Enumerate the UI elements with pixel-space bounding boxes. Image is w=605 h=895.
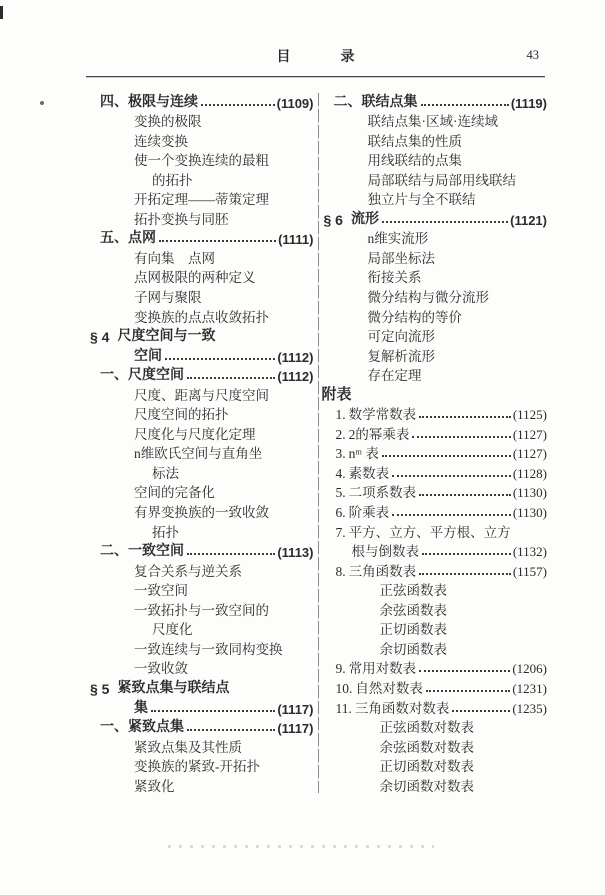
toc-entry	[88, 150, 314, 170]
page-number: 43	[526, 48, 539, 62]
dot-leader	[151, 710, 275, 712]
entry-text: 变换族的点点收敛拓扑	[134, 309, 269, 325]
entry-text: nᵐ 表	[348, 446, 379, 462]
entry-label: § 4	[90, 329, 110, 346]
toc-entry	[88, 228, 314, 248]
column-divider	[318, 93, 319, 793]
toc-entry	[322, 619, 548, 639]
entry-text: 一致收敛	[134, 661, 188, 677]
entry-text: 集	[134, 698, 148, 715]
entry-text: 微分结构的等价	[367, 309, 462, 325]
entry-text: 正切函数表	[379, 622, 447, 638]
entry-text: 复合关系与逆关系	[134, 563, 242, 579]
entry-text: 开拓定理——蒂策定理	[134, 192, 269, 208]
entry-page: (1112)	[277, 369, 314, 385]
entry-label: § 5	[90, 680, 110, 697]
entry-text: 余弦函数表	[379, 602, 447, 618]
toc-entry	[88, 404, 314, 424]
toc-entry	[88, 326, 314, 346]
entry-text: 一、尺度空间	[100, 366, 184, 383]
scan-speck-dot	[40, 101, 44, 105]
dot-leader	[165, 358, 275, 360]
header-rule	[86, 76, 545, 77]
entry-label: 11.	[335, 700, 352, 716]
toc-entry	[88, 208, 314, 228]
dot-leader	[392, 514, 511, 516]
toc-entry	[322, 736, 548, 756]
entry-page: (1117)	[277, 701, 314, 717]
toc-entry	[322, 677, 548, 697]
toc-entry	[322, 169, 548, 189]
entry-page: (1130)	[512, 485, 547, 501]
toc-entry	[322, 775, 548, 795]
toc-entry	[88, 697, 314, 717]
toc-entry	[322, 443, 548, 463]
entry-text: 正弦函数表	[379, 583, 447, 599]
entry-text: n维实流形	[367, 231, 429, 247]
entry-label: § 6	[323, 211, 343, 228]
toc-entry	[322, 521, 548, 541]
entry-text: 一、紧致点集	[100, 718, 184, 735]
toc-entry	[88, 91, 314, 111]
entry-text: 子网与聚限	[134, 290, 202, 306]
toc-entry	[322, 228, 548, 248]
entry-text: 正弦函数对数表	[379, 720, 474, 736]
dot-leader	[382, 455, 511, 457]
entry-text: 变换的极限	[134, 114, 202, 130]
toc-entry	[322, 658, 548, 678]
entry-text: 余切函数对数表	[379, 778, 474, 794]
entry-page: (1111)	[278, 232, 314, 248]
entry-text: 数学常数表	[348, 407, 417, 423]
entry-text: 根与倒数表	[351, 544, 419, 560]
entry-page: (1127)	[512, 446, 547, 462]
dot-leader	[392, 475, 511, 477]
dot-leader	[419, 494, 511, 496]
dot-leader	[159, 240, 276, 242]
entry-text: 存在定理	[367, 368, 422, 384]
toc-entry	[88, 599, 314, 619]
entry-text: 平方、立方、平方根、立方	[348, 524, 511, 540]
page-title: 目 录	[276, 50, 373, 65]
entry-page: (1119)	[510, 95, 547, 111]
toc-entry	[322, 599, 548, 619]
dot-leader	[412, 436, 510, 438]
entry-text: 拓扑	[152, 524, 179, 540]
entry-text: 联结点集的性质	[367, 133, 462, 149]
toc-entry	[322, 404, 548, 424]
entry-text: 衔接关系	[367, 270, 422, 286]
toc-entry	[88, 169, 314, 189]
toc-entry	[88, 560, 314, 580]
entry-text: 自然对数表	[355, 680, 423, 696]
dot-leader	[187, 377, 275, 379]
entry-text: 连续变换	[134, 133, 188, 149]
dot-leader	[426, 690, 510, 692]
entry-text: 一致空间	[134, 583, 188, 599]
toc-entry	[322, 130, 548, 150]
entry-text: 紧致化	[134, 778, 175, 794]
entry-text: 联结点集·区域·连续域	[367, 114, 498, 130]
toc-entry	[322, 717, 548, 737]
entry-text: 一致连续与一致同构变换	[134, 641, 283, 657]
toc-entry	[88, 247, 314, 267]
toc-entry	[88, 306, 314, 326]
entry-text: 三角函数表	[348, 563, 417, 579]
entry-text: 余弦函数对数表	[379, 739, 474, 755]
entry-text: 流形	[350, 209, 379, 226]
toc-entry	[322, 247, 548, 267]
toc-entry	[88, 717, 314, 737]
entry-text: 标法	[152, 465, 179, 481]
toc-entry	[322, 697, 548, 717]
toc-entry	[88, 521, 314, 541]
entry-page: (1157)	[512, 563, 547, 579]
entry-label: 8.	[335, 563, 346, 579]
entry-text: 紧致点集及其性质	[134, 739, 242, 755]
entry-page: (1235)	[512, 700, 547, 716]
entry-text: 尺度、距离与尺度空间	[134, 387, 269, 403]
entry-page: (1109)	[276, 95, 314, 111]
entry-label: 9.	[335, 661, 346, 677]
toc-entry	[322, 306, 548, 326]
toc-entry	[88, 462, 314, 482]
dot-leader	[421, 104, 509, 106]
entry-text: 尺度化	[152, 622, 193, 638]
entry-label: 4.	[335, 465, 346, 481]
entry-text: 有界变换族的一致收敛	[134, 505, 269, 521]
entry-text: 三角函数对数表	[354, 700, 450, 716]
entry-page: (1130)	[512, 505, 547, 521]
toc-entry	[88, 130, 314, 150]
entry-text: 二、一致空间	[100, 542, 184, 559]
entry-text: 空间	[134, 346, 162, 363]
toc-entry	[88, 345, 314, 365]
entry-text: 复解析流形	[367, 348, 435, 364]
entry-label: 10.	[335, 680, 353, 696]
entry-page: (1132)	[512, 544, 547, 560]
toc-entry	[322, 501, 548, 521]
toc-entry	[88, 736, 314, 756]
entry-page: (1206)	[512, 661, 547, 677]
toc-column-left	[88, 91, 314, 795]
toc-entry	[88, 267, 314, 287]
toc-entry	[88, 580, 314, 600]
toc-entry	[322, 638, 548, 658]
entry-text: 一致拓扑与一致空间的	[134, 602, 269, 618]
toc-entry	[322, 756, 548, 776]
toc-entry	[322, 286, 548, 306]
toc-entry	[88, 756, 314, 776]
toc-entry	[88, 443, 314, 463]
dot-leader	[452, 710, 510, 712]
entry-label: 7.	[335, 524, 346, 540]
entry-text: 素数表	[348, 465, 390, 481]
toc-entry	[322, 423, 548, 443]
entry-page: (1128)	[512, 465, 547, 481]
entry-page: (1231)	[512, 680, 547, 696]
toc-entry	[88, 423, 314, 443]
dot-leader	[201, 104, 275, 106]
entry-page: (1117)	[277, 721, 314, 737]
entry-text: 2的幂乘表	[348, 426, 410, 442]
entry-text: 阶乘表	[348, 505, 390, 521]
dot-leader	[187, 729, 275, 731]
dot-leader	[419, 670, 510, 672]
toc-entry	[88, 541, 314, 561]
entry-text: 局部坐标法	[367, 250, 435, 266]
entry-label: 1.	[335, 407, 346, 423]
toc-entry	[88, 111, 314, 131]
entry-text: 点网极限的两种定义	[134, 270, 256, 286]
entry-text: 二、联结点集	[333, 92, 418, 109]
toc-columns	[88, 91, 547, 795]
toc-entry	[322, 482, 548, 502]
toc-entry	[88, 775, 314, 795]
entry-text: n维欧氏空间与直角坐	[134, 446, 263, 462]
entry-page: (1112)	[277, 349, 314, 365]
page-header	[86, 0, 545, 70]
entry-text: 余切函数表	[379, 641, 447, 657]
entry-text: 变换族的紧致-开拓扑	[134, 759, 260, 775]
entry-page: (1125)	[512, 407, 547, 423]
toc-entry	[88, 619, 314, 639]
dot-leader	[422, 553, 511, 555]
entry-label: 2.	[335, 426, 346, 442]
toc-column-right	[322, 91, 548, 795]
toc-entry	[322, 580, 548, 600]
toc-entry	[88, 286, 314, 306]
toc-entry	[88, 638, 314, 658]
toc-entry	[322, 267, 548, 287]
toc-entry	[322, 462, 548, 482]
entry-label: 5.	[335, 485, 346, 501]
entry-text: 可定向流形	[367, 329, 435, 345]
entry-text: 附表	[321, 385, 352, 403]
scan-bleedthrough-artifact	[168, 845, 434, 848]
entry-text: 有向集 点网	[134, 250, 215, 266]
entry-text: 的拓扑	[152, 172, 193, 188]
toc-entry	[322, 541, 548, 561]
entry-text: 二项系数表	[348, 485, 417, 501]
entry-text: 尺度化与尺度化定理	[134, 426, 256, 442]
dot-leader	[187, 553, 275, 555]
entry-text: 尺度空间的拓扑	[134, 407, 229, 423]
toc-entry	[88, 658, 314, 678]
entry-text: 用线联结的点集	[367, 153, 462, 169]
entry-text: 微分结构与微分流形	[367, 290, 489, 306]
dot-leader	[419, 416, 511, 418]
entry-text: 四、极限与连续	[100, 92, 198, 109]
toc-entry	[322, 365, 548, 385]
toc-entry	[322, 189, 548, 209]
entry-text: 独立片与全不联结	[367, 192, 476, 208]
toc-entry	[322, 91, 548, 111]
dot-leader	[419, 573, 511, 575]
scan-speck-edge	[0, 6, 3, 19]
entry-page: (1121)	[510, 212, 547, 228]
toc-entry	[88, 482, 314, 502]
toc-entry	[88, 677, 314, 697]
toc-entry	[322, 111, 548, 131]
entry-text: 局部联结与局部用线联结	[367, 172, 516, 188]
dot-leader	[382, 221, 508, 223]
entry-text: 正切函数对数表	[379, 759, 474, 775]
entry-text: 使一个变换连续的最粗	[134, 153, 269, 169]
entry-page: (1113)	[277, 545, 314, 561]
entry-text: 常用对数表	[348, 661, 417, 677]
entry-text: 五、点网	[100, 229, 156, 246]
toc-entry	[322, 384, 548, 404]
entry-text: 空间的完备化	[134, 485, 215, 501]
toc-entry	[322, 150, 548, 170]
entry-label: 3.	[335, 446, 346, 462]
entry-page: (1127)	[512, 426, 547, 442]
toc-entry	[322, 560, 548, 580]
entry-label: 6.	[335, 505, 346, 521]
toc-entry	[88, 384, 314, 404]
toc-entry	[88, 365, 314, 385]
entry-text: 尺度空间与一致	[117, 327, 216, 344]
toc-entry	[322, 345, 548, 365]
toc-entry	[88, 501, 314, 521]
toc-entry	[322, 326, 548, 346]
entry-text: 紧致点集与联结点	[117, 678, 230, 695]
toc-entry	[322, 208, 548, 228]
toc-entry	[88, 189, 314, 209]
entry-text: 拓扑变换与同胚	[134, 211, 229, 227]
